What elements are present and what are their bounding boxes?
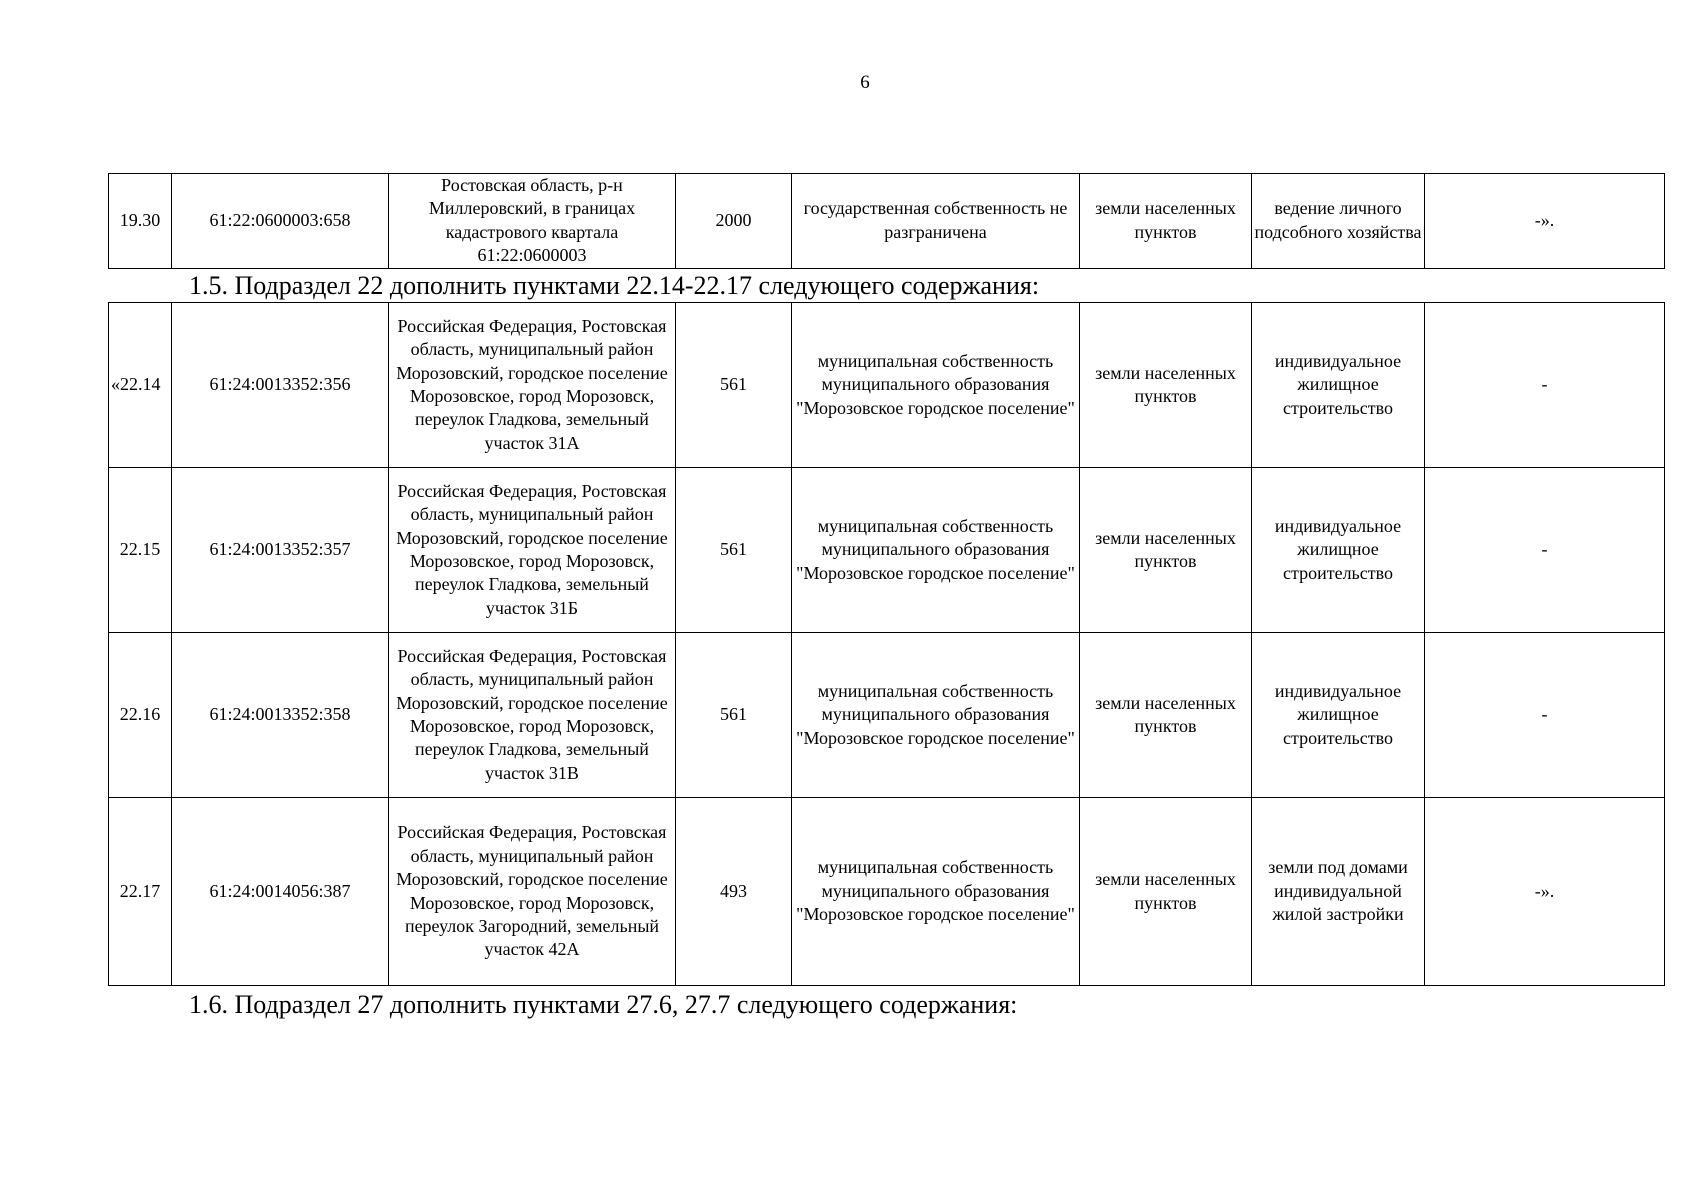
plot-address: Российская Федерация, Ростовская область, муниципальный район Морозовский, городское поселение Морозовское, город Морозовск, переулок Загородний, земельный участок 42А <box>389 798 676 986</box>
permitted-use: ведение личного подсобного хозяйства <box>1252 174 1425 269</box>
ownership-type: муниципальная собственность муниципального образования "Морозовское городское поселение" <box>792 303 1080 468</box>
plot-area: 561 <box>676 303 792 468</box>
section-heading-1-6: 1.6. Подраздел 27 дополнить пунктами 27.6, 27.7 следующего содержания: <box>189 990 1018 1019</box>
land-category: земли населенных пунктов <box>1080 303 1252 468</box>
table-row <box>109 174 1665 269</box>
plot-address: Российская Федерация, Ростовская область, муниципальный район Морозовский, городское поселение Морозовское, город Морозовск, переулок Гладкова, земельный участок 31Б <box>389 468 676 633</box>
page-number: 6 <box>860 72 870 93</box>
plot-area: 493 <box>676 798 792 986</box>
ownership-type: муниципальная собственность муниципального образования "Морозовское городское поселение" <box>792 798 1080 986</box>
plot-area: 561 <box>676 468 792 633</box>
plot-area: 561 <box>676 633 792 798</box>
cadastral-number: 61:24:0013352:357 <box>172 468 389 633</box>
table-row <box>109 303 1665 468</box>
item-number: 22.17 <box>109 798 172 986</box>
land-plots-table-subsection-19 <box>108 173 1665 269</box>
plot-address: Российская Федерация, Ростовская область, муниципальный район Морозовский, городское поселение Морозовское, город Морозовск, переулок Гладкова, земельный участок 31А <box>389 303 676 468</box>
note: - <box>1425 303 1665 468</box>
land-category: земли населенных пунктов <box>1080 174 1252 269</box>
land-category: земли населенных пунктов <box>1080 798 1252 986</box>
cadastral-number: 61:24:0013352:356 <box>172 303 389 468</box>
ownership-type: муниципальная собственность муниципального образования "Морозовское городское поселение" <box>792 633 1080 798</box>
item-number: «22.14 <box>109 303 172 468</box>
permitted-use: индивидуальное жилищное строительство <box>1252 633 1425 798</box>
cadastral-number: 61:24:0013352:358 <box>172 633 389 798</box>
note: - <box>1425 633 1665 798</box>
cadastral-number: 61:24:0014056:387 <box>172 798 389 986</box>
land-plots-table-subsection-22 <box>108 302 1665 986</box>
plot-area: 2000 <box>676 174 792 269</box>
permitted-use: земли под домами индивидуальной жилой застройки <box>1252 798 1425 986</box>
note: - <box>1425 468 1665 633</box>
section-heading-1-5: 1.5. Подраздел 22 дополнить пунктами 22.14-22.17 следующего содержания: <box>189 271 1040 300</box>
cadastral-number: 61:22:0600003:658 <box>172 174 389 269</box>
plot-address: Ростовская область, р-н Миллеровский, в границах кадастрового квартала 61:22:0600003 <box>389 174 676 269</box>
table-row <box>109 633 1665 798</box>
table-row <box>109 468 1665 633</box>
permitted-use: индивидуальное жилищное строительство <box>1252 468 1425 633</box>
table-row <box>109 798 1665 986</box>
item-number: 19.30 <box>109 174 172 269</box>
permitted-use: индивидуальное жилищное строительство <box>1252 303 1425 468</box>
ownership-type: государственная собственность не разграничена <box>792 174 1080 269</box>
ownership-type: муниципальная собственность муниципального образования "Морозовское городское поселение" <box>792 468 1080 633</box>
land-category: земли населенных пунктов <box>1080 468 1252 633</box>
land-category: земли населенных пунктов <box>1080 633 1252 798</box>
note: -». <box>1425 798 1665 986</box>
note: -». <box>1425 174 1665 269</box>
plot-address: Российская Федерация, Ростовская область, муниципальный район Морозовский, городское поселение Морозовское, город Морозовск, переулок Гладкова, земельный участок 31В <box>389 633 676 798</box>
item-number: 22.15 <box>109 468 172 633</box>
item-number: 22.16 <box>109 633 172 798</box>
